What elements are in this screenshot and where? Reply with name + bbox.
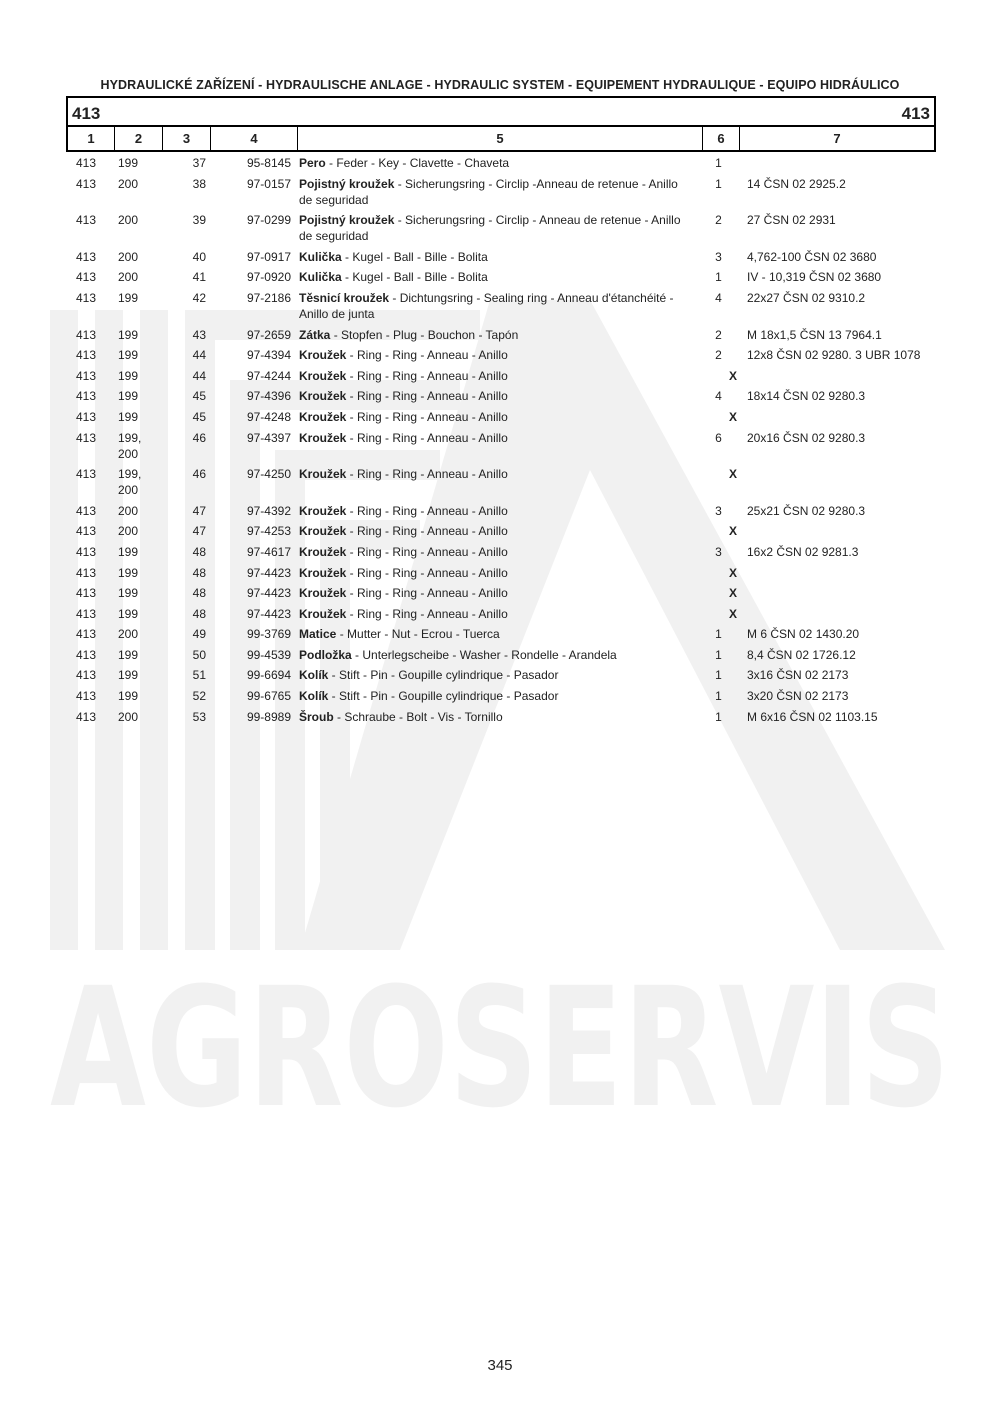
- figure-cell: 200: [118, 270, 139, 285]
- quantity-cell: 1: [715, 709, 722, 724]
- part-translations: - Kugel - Ball - Bille - Bolita: [341, 270, 488, 285]
- note-cell: IV - 10,319 ČSN 02 3680: [747, 270, 882, 285]
- quantity-cell: [691, 466, 726, 498]
- part-translations: - Unterlegscheibe - Washer - Rondelle - Arandela: [351, 647, 617, 662]
- part-number-cell: 97-0920: [246, 270, 291, 285]
- position-cell: 53: [192, 709, 206, 724]
- part-translations: - Ring - Ring - Anneau - Anillo: [346, 348, 508, 363]
- note-cell: M 6 ČSN 02 1430.20: [747, 627, 860, 642]
- note-cell: 20x16 ČSN 02 9280.3: [747, 430, 866, 445]
- part-number-cell: 97-2659: [246, 327, 291, 342]
- column-header-1: 1: [68, 127, 115, 150]
- note-cell: 27 ČSN 02 2931: [747, 213, 836, 228]
- group-cell: 413: [75, 290, 96, 305]
- quantity-cell: 1: [715, 627, 722, 642]
- part-number-cell: 95-8145: [246, 156, 291, 170]
- part-number-cell: 97-4396: [246, 389, 291, 404]
- column-header-2: 2: [115, 127, 163, 150]
- description-cell: [291, 176, 691, 208]
- figure-cell: 199: [118, 327, 139, 342]
- figure-cell: 199: [118, 668, 139, 683]
- description-cell: [291, 212, 691, 244]
- figure-cell: 199, 200: [118, 430, 142, 461]
- part-translations: - Stift - Pin - Goupille cylindrique - Pasador: [328, 668, 559, 683]
- part-translations: - Ring - Ring - Anneau - Anillo: [346, 565, 508, 580]
- description-cell: [291, 368, 691, 384]
- part-translations: - Dichtungsring - Sealing ring - Anneau d'étanchéité - Anillo de junta: [299, 290, 674, 321]
- table-row: [66, 327, 934, 343]
- part-name: Matice: [299, 627, 337, 642]
- quantity-cell: 4: [715, 389, 722, 404]
- part-translations: - Ring - Ring - Anneau - Anillo: [346, 524, 508, 539]
- group-cell: 413: [75, 606, 96, 621]
- part-name: Kolík: [299, 689, 329, 704]
- part-translations: - Ring - Ring - Anneau - Anillo: [346, 368, 508, 383]
- part-name: Kroužek: [299, 565, 347, 580]
- table-row: [66, 503, 934, 519]
- note-cell: 8,4 ČSN 02 1726.12: [747, 647, 856, 662]
- group-cell: 413: [75, 270, 96, 285]
- part-number-cell: 97-0157: [246, 176, 291, 191]
- part-translations: - Ring - Ring - Anneau - Anillo: [346, 586, 508, 601]
- group-cell: 413: [75, 430, 96, 445]
- part-number-cell: 97-2186: [246, 290, 291, 305]
- group-cell: 413: [75, 544, 96, 559]
- table-row: [66, 585, 934, 601]
- part-name: Kroužek: [299, 409, 347, 424]
- table-row: [66, 176, 934, 208]
- description-cell: [291, 155, 691, 171]
- description-cell: [291, 249, 691, 265]
- quantity-cell: 4: [715, 290, 722, 305]
- part-translations: - Stopfen - Plug - Bouchon - Tapón: [330, 327, 519, 342]
- description-cell: [291, 709, 691, 725]
- part-number-cell: 99-4539: [246, 647, 291, 662]
- quantity-cell: [691, 606, 726, 622]
- figure-cell: 199: [118, 606, 139, 621]
- description-cell: [291, 430, 691, 462]
- part-name: Podložka: [299, 647, 352, 662]
- figure-cell: 199: [118, 290, 139, 305]
- note-cell: 3x16 ČSN 02 2173: [747, 668, 849, 683]
- note-cell: M 18x1,5 ČSN 13 7964.1: [747, 327, 882, 342]
- figure-cell: 199, 200: [118, 467, 142, 498]
- group-cell: 413: [75, 709, 96, 724]
- table-row: [66, 290, 934, 322]
- position-cell: 48: [192, 565, 206, 580]
- group-cell: 413: [75, 327, 96, 342]
- description-cell: [291, 503, 691, 519]
- group-cell: 413: [75, 586, 96, 601]
- part-name: Kroužek: [299, 348, 347, 363]
- group-cell: 413: [75, 565, 96, 580]
- figure-cell: 200: [118, 503, 139, 518]
- position-cell: 37: [192, 156, 206, 170]
- column-header-3: 3: [163, 127, 211, 150]
- quantity-cell: 3: [715, 249, 722, 264]
- part-translations: - Ring - Ring - Anneau - Anillo: [346, 544, 508, 559]
- note-cell: 18x14 ČSN 02 9280.3: [747, 389, 866, 404]
- group-cell: 413: [75, 689, 96, 704]
- group-number-left: 413: [72, 104, 101, 123]
- table-row: [66, 409, 934, 425]
- position-cell: 38: [192, 176, 206, 191]
- table-row: [66, 368, 934, 384]
- note-cell: M 6x16 ČSN 02 1103.15: [747, 709, 878, 724]
- part-translations: - Ring - Ring - Anneau - Anillo: [346, 606, 508, 621]
- position-cell: 39: [192, 213, 206, 228]
- table-row: [66, 626, 934, 642]
- position-cell: 50: [192, 647, 206, 662]
- quantity-cell: 1: [715, 270, 722, 285]
- figure-cell: 200: [118, 249, 139, 264]
- page-number: 345: [487, 1357, 513, 1374]
- column-header-row: [68, 125, 934, 150]
- quantity-cell: 2: [715, 213, 722, 228]
- group-cell: 413: [75, 249, 96, 264]
- table-row: [66, 606, 934, 622]
- part-name: Zátka: [299, 327, 331, 342]
- part-number-cell: 97-4253: [246, 524, 291, 539]
- quantity-cell: [691, 368, 726, 384]
- position-cell: 43: [192, 327, 206, 342]
- position-cell: 42: [192, 290, 206, 305]
- part-number-cell: 97-4244: [246, 368, 291, 383]
- part-translations: - Feder - Key - Clavette - Chaveta: [325, 156, 510, 170]
- position-cell: 48: [192, 606, 206, 621]
- svg-text:AGROSERVIS: AGROSERVIS: [50, 952, 950, 1144]
- part-name: Kroužek: [299, 368, 347, 383]
- position-cell: 51: [192, 668, 206, 683]
- quantity-cell: 1: [715, 689, 722, 704]
- group-cell: 413: [75, 647, 96, 662]
- quantity-cell: 2: [715, 327, 722, 342]
- table-row: [66, 249, 934, 265]
- position-cell: 48: [192, 586, 206, 601]
- description-cell: [291, 290, 691, 322]
- group-cell: 413: [75, 627, 96, 642]
- description-cell: [291, 626, 691, 642]
- table-row: [66, 466, 934, 498]
- part-number-cell: 99-8989: [246, 709, 291, 724]
- figure-cell: 199: [118, 368, 139, 383]
- part-number-cell: 97-4617: [246, 544, 291, 559]
- description-cell: [291, 523, 691, 539]
- figure-cell: 200: [118, 709, 139, 724]
- part-number-cell: 97-4397: [246, 430, 291, 445]
- group-cell: 413: [75, 503, 96, 518]
- description-cell: [291, 647, 691, 663]
- quantity-cell: [691, 409, 726, 425]
- quantity-cell: 1: [715, 156, 722, 170]
- position-cell: 47: [192, 524, 206, 539]
- description-cell: [291, 606, 691, 622]
- figure-cell: 200: [118, 524, 139, 539]
- part-name: Kroužek: [299, 389, 347, 404]
- group-cell: 413: [75, 409, 96, 424]
- quantity-cell: 2: [715, 348, 722, 363]
- description-cell: [291, 688, 691, 704]
- description-cell: [291, 327, 691, 343]
- quantity-cell: 3: [715, 503, 722, 518]
- part-number-cell: 97-4248: [246, 409, 291, 424]
- part-name: Kroužek: [299, 467, 347, 482]
- figure-cell: 199: [118, 389, 139, 404]
- figure-cell: 199: [118, 544, 139, 559]
- position-cell: 41: [192, 270, 206, 285]
- position-cell: 45: [192, 409, 206, 424]
- table-row: [66, 347, 934, 363]
- note-cell: 16x2 ČSN 02 9281.3: [747, 544, 859, 559]
- part-name: Kroužek: [299, 606, 347, 621]
- note-cell: 4,762-100 ČSN 02 3680: [747, 249, 877, 264]
- group-number-right: 413: [901, 104, 930, 123]
- table-row: [66, 688, 934, 704]
- part-translations: - Ring - Ring - Anneau - Anillo: [346, 503, 508, 518]
- quantity-cell: 3: [715, 544, 722, 559]
- quantity-cell: [691, 565, 726, 581]
- description-cell: [291, 667, 691, 683]
- description-cell: [291, 565, 691, 581]
- part-number-cell: 97-4423: [246, 606, 291, 621]
- group-cell: 413: [75, 467, 96, 482]
- part-number-cell: 99-6765: [246, 689, 291, 704]
- figure-cell: 199: [118, 409, 139, 424]
- group-cell: 413: [75, 156, 96, 170]
- quantity-cell: [691, 585, 726, 601]
- table-row: [66, 212, 934, 244]
- figure-cell: 199: [118, 565, 139, 580]
- note-cell: X: [729, 409, 738, 424]
- table-row: [66, 155, 934, 171]
- quantity-cell: 1: [715, 647, 722, 662]
- part-number-cell: 97-4394: [246, 348, 291, 363]
- part-number-cell: 97-4392: [246, 503, 291, 518]
- part-translations: - Schraube - Bolt - Vis - Tornillo: [333, 709, 503, 724]
- note-cell: 12x8 ČSN 02 9280. 3 UBR 1078: [747, 348, 921, 363]
- part-translations: - Sicherungsring - Circlip -Anneau de retenue - Anillo de seguridad: [299, 176, 678, 207]
- table-row: [66, 388, 934, 404]
- column-header-4: 4: [211, 127, 298, 150]
- table-row: [66, 523, 934, 539]
- part-number-cell: 97-0917: [246, 249, 291, 264]
- quantity-cell: 1: [715, 176, 722, 191]
- part-name: Kroužek: [299, 503, 347, 518]
- quantity-cell: 1: [715, 668, 722, 683]
- description-cell: [291, 347, 691, 363]
- description-cell: [291, 466, 691, 498]
- page-title: HYDRAULICKÉ ZAŘÍZENÍ - HYDRAULISCHE ANLAGE - HYDRAULIC SYSTEM - EQUIPEMENT HYDRAULIQUE - EQUIPO HIDRÁULICO: [100, 78, 900, 92]
- note-cell: 22x27 ČSN 02 9310.2: [747, 290, 866, 305]
- note-cell: X: [729, 565, 738, 580]
- figure-cell: 199: [118, 586, 139, 601]
- group-cell: 413: [75, 389, 96, 404]
- position-cell: 49: [192, 627, 206, 642]
- part-name: Těsnicí kroužek: [299, 290, 390, 305]
- group-cell: 413: [75, 213, 96, 228]
- part-number-cell: 97-4423: [246, 586, 291, 601]
- note-cell: X: [729, 467, 738, 482]
- group-cell: 413: [75, 368, 96, 383]
- part-name: Šroub: [299, 709, 334, 724]
- part-number-cell: 97-0299: [246, 213, 291, 228]
- table-row: [66, 709, 934, 725]
- table-row: [66, 430, 934, 462]
- table-row: [66, 647, 934, 663]
- note-cell: [726, 155, 934, 171]
- part-translations: - Stift - Pin - Goupille cylindrique - Pasador: [328, 689, 559, 704]
- table-row: [66, 269, 934, 285]
- position-cell: 46: [192, 430, 206, 445]
- part-name: Pojistný kroužek: [299, 213, 395, 228]
- quantity-cell: [691, 523, 726, 539]
- part-name: Kolík: [299, 668, 329, 683]
- note-cell: 3x20 ČSN 02 2173: [747, 689, 849, 704]
- table-row: [66, 667, 934, 683]
- position-cell: 44: [192, 348, 206, 363]
- description-cell: [291, 585, 691, 601]
- position-cell: 47: [192, 503, 206, 518]
- note-cell: X: [729, 586, 738, 601]
- column-header-5: 5: [298, 127, 703, 150]
- figure-cell: 200: [118, 627, 139, 642]
- part-number-cell: 99-6694: [246, 668, 291, 683]
- description-cell: [291, 269, 691, 285]
- table-row: [66, 544, 934, 560]
- part-translations: - Sicherungsring - Circlip - Anneau de retenue - Anillo de seguridad: [299, 213, 681, 244]
- note-cell: 14 ČSN 02 2925.2: [747, 176, 846, 191]
- group-header: [66, 96, 936, 152]
- part-name: Pero: [299, 156, 326, 170]
- position-cell: 52: [192, 689, 206, 704]
- part-number-cell: 99-3769: [246, 627, 291, 642]
- description-cell: [291, 388, 691, 404]
- part-name: Kulička: [299, 249, 342, 264]
- part-translations: - Ring - Ring - Anneau - Anillo: [346, 430, 508, 445]
- part-name: Pojistný kroužek: [299, 176, 395, 191]
- table-row: [66, 565, 934, 581]
- part-number-cell: 97-4250: [246, 467, 291, 482]
- position-cell: 48: [192, 544, 206, 559]
- part-translations: - Ring - Ring - Anneau - Anillo: [346, 389, 508, 404]
- part-name: Kroužek: [299, 524, 347, 539]
- figure-cell: 199: [118, 348, 139, 363]
- parts-table: [66, 155, 934, 729]
- description-cell: [291, 544, 691, 560]
- description-cell: [291, 409, 691, 425]
- column-header-6: 6: [703, 127, 740, 150]
- position-cell: 45: [192, 389, 206, 404]
- figure-cell: 199: [118, 689, 139, 704]
- group-cell: 413: [75, 524, 96, 539]
- figure-cell: 199: [118, 156, 139, 170]
- part-translations: - Mutter - Nut - Ecrou - Tuerca: [336, 627, 500, 642]
- quantity-cell: 6: [715, 430, 722, 445]
- group-cell: 413: [75, 176, 96, 191]
- group-cell: 413: [75, 348, 96, 363]
- part-translations: - Ring - Ring - Anneau - Anillo: [346, 467, 508, 482]
- part-name: Kroužek: [299, 586, 347, 601]
- part-translations: - Kugel - Ball - Bille - Bolita: [341, 249, 488, 264]
- part-name: Kroužek: [299, 430, 347, 445]
- note-cell: X: [729, 368, 738, 383]
- part-translations: - Ring - Ring - Anneau - Anillo: [346, 409, 508, 424]
- figure-cell: 200: [118, 176, 139, 191]
- column-header-7: 7: [833, 131, 841, 146]
- group-cell: 413: [75, 668, 96, 683]
- note-cell: 25x21 ČSN 02 9280.3: [747, 503, 866, 518]
- figure-cell: 200: [118, 213, 139, 228]
- position-cell: 40: [192, 249, 206, 264]
- part-number-cell: 97-4423: [246, 565, 291, 580]
- position-cell: 44: [192, 368, 206, 383]
- part-name: Kroužek: [299, 544, 347, 559]
- figure-cell: 199: [118, 647, 139, 662]
- note-cell: X: [729, 524, 738, 539]
- note-cell: X: [729, 606, 738, 621]
- part-name: Kulička: [299, 270, 342, 285]
- position-cell: 46: [192, 467, 206, 482]
